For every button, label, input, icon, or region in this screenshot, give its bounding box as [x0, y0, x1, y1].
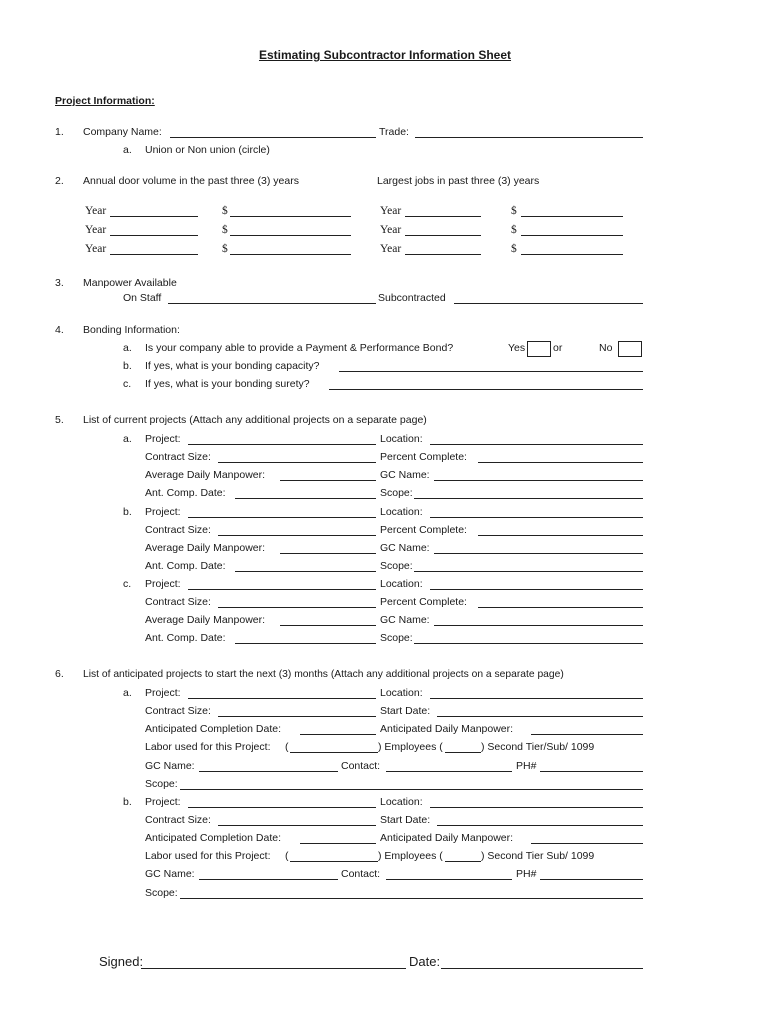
dollar-label: $	[511, 205, 517, 217]
q1-number: 1.	[55, 126, 64, 138]
contract-size-label: Contract Size:	[145, 451, 211, 463]
bonding-surety-field[interactable]	[329, 389, 643, 390]
bonding-surety-label: If yes, what is your bonding surety?	[145, 378, 310, 390]
largest-job-year-field[interactable]	[405, 254, 481, 255]
percent-complete-field[interactable]	[478, 607, 643, 608]
q4-c-letter: c.	[123, 378, 132, 390]
year-label: Year	[380, 224, 402, 236]
avg-manpower-field[interactable]	[280, 553, 376, 554]
dollar-label: $	[222, 243, 228, 255]
gc-name-label: GC Name:	[380, 614, 430, 626]
q4-a-letter: a.	[123, 342, 132, 354]
contact-field[interactable]	[386, 879, 512, 880]
percent-complete-field[interactable]	[478, 535, 643, 536]
contract-size-label: Contract Size:	[145, 596, 211, 608]
q5-number: 5.	[55, 414, 64, 426]
second-tier-label: ) Second Tier/Sub/ 1099	[481, 741, 595, 753]
on-staff-label: On Staff	[123, 292, 162, 304]
location-label: Location:	[380, 687, 423, 699]
section-heading: Project Information:	[55, 95, 155, 107]
union-choice[interactable]: Union or Non union (circle)	[145, 144, 270, 156]
q4-number: 4.	[55, 324, 64, 336]
q5-a-letter: a.	[123, 433, 132, 445]
scope-field[interactable]	[414, 571, 643, 572]
avg-manpower-field[interactable]	[280, 480, 376, 481]
year-label: Year	[85, 224, 107, 236]
scope-label: Scope:	[380, 560, 413, 572]
subcontracted-label: Subcontracted	[378, 292, 446, 304]
contract-size-field[interactable]	[218, 607, 376, 608]
contract-size-label: Contract Size:	[145, 814, 211, 826]
project-label: Project:	[145, 796, 181, 808]
scope-field[interactable]	[414, 643, 643, 644]
anticipated-completion-field[interactable]	[300, 843, 376, 844]
subcontracted-field[interactable]	[454, 303, 643, 304]
employees-label: ) Employees (	[378, 741, 443, 753]
manpower-label: Manpower Available	[83, 277, 177, 289]
location-field[interactable]	[430, 444, 643, 445]
ant-comp-date-field[interactable]	[235, 498, 376, 499]
largest-jobs-label: Largest jobs in past three (3) years	[377, 175, 540, 187]
anticipated-completion-field[interactable]	[300, 734, 376, 735]
project-field[interactable]	[188, 698, 376, 699]
scope-field[interactable]	[180, 789, 643, 790]
company-name-label: Company Name:	[83, 126, 162, 138]
annual-amount-field[interactable]	[230, 254, 351, 255]
dollar-label: $	[222, 205, 228, 217]
contract-size-field[interactable]	[218, 462, 376, 463]
paren-open: (	[285, 850, 289, 862]
labor-label: Labor used for this Project:	[145, 850, 271, 862]
labor-subs-field[interactable]	[445, 861, 481, 862]
q3-number: 3.	[55, 277, 64, 289]
phone-label: PH#	[516, 760, 537, 772]
bonding-label: Bonding Information:	[83, 324, 180, 336]
anticipated-manpower-field[interactable]	[531, 843, 643, 844]
contact-field[interactable]	[386, 771, 512, 772]
q6-number: 6.	[55, 668, 64, 680]
signature-field[interactable]	[141, 968, 406, 969]
scope-field[interactable]	[414, 498, 643, 499]
bond-question: Is your company able to provide a Payment & Performance Bond?	[145, 342, 454, 354]
percent-complete-label: Percent Complete:	[380, 524, 467, 536]
year-label: Year	[85, 205, 107, 217]
largest-job-amount-field[interactable]	[521, 254, 623, 255]
on-staff-field[interactable]	[168, 303, 376, 304]
percent-complete-field[interactable]	[478, 462, 643, 463]
anticipated-completion-label: Anticipated Completion Date:	[145, 832, 281, 844]
yes-checkbox[interactable]	[527, 341, 551, 357]
or-label: or	[553, 342, 563, 354]
location-label: Location:	[380, 796, 423, 808]
gc-name-field[interactable]	[434, 480, 643, 481]
ant-comp-date-label: Ant. Comp. Date:	[145, 487, 226, 499]
anticipated-manpower-field[interactable]	[531, 734, 643, 735]
second-tier-label: ) Second Tier Sub/ 1099	[481, 850, 595, 862]
signed-label: Signed:	[99, 954, 144, 969]
anticipated-completion-label: Anticipated Completion Date:	[145, 723, 281, 735]
location-label: Location:	[380, 433, 423, 445]
dollar-label: $	[511, 243, 517, 255]
ant-comp-date-label: Ant. Comp. Date:	[145, 560, 226, 572]
gc-name-label: GC Name:	[380, 469, 430, 481]
contract-size-label: Contract Size:	[145, 705, 211, 717]
contract-size-field[interactable]	[218, 825, 376, 826]
scope-label: Scope:	[145, 887, 178, 899]
gc-name-field[interactable]	[434, 625, 643, 626]
contract-size-field[interactable]	[218, 716, 376, 717]
gc-name-field[interactable]	[199, 771, 338, 772]
project-field[interactable]	[188, 517, 376, 518]
largest-job-amount-field[interactable]	[521, 235, 623, 236]
bonding-capacity-label: If yes, what is your bonding capacity?	[145, 360, 320, 372]
phone-label: PH#	[516, 868, 537, 880]
gc-name-label: GC Name:	[380, 542, 430, 554]
contract-size-field[interactable]	[218, 535, 376, 536]
start-date-label: Start Date:	[380, 814, 431, 826]
labor-label: Labor used for this Project:	[145, 741, 271, 753]
dollar-label: $	[511, 224, 517, 236]
project-label: Project:	[145, 578, 181, 590]
phone-field[interactable]	[540, 879, 643, 880]
employees-label: ) Employees (	[378, 850, 443, 862]
annual-amount-field[interactable]	[230, 216, 351, 217]
phone-field[interactable]	[540, 771, 643, 772]
trade-label: Trade:	[379, 126, 409, 138]
scope-label: Scope:	[380, 632, 413, 644]
page-title: Estimating Subcontractor Information Sheet	[258, 48, 512, 62]
q5-b-letter: b.	[123, 506, 132, 518]
avg-manpower-label: Average Daily Manpower:	[145, 542, 266, 554]
project-field[interactable]	[188, 589, 376, 590]
q1-sub-a-letter: a.	[123, 144, 132, 156]
year-label: Year	[380, 243, 402, 255]
year-label: Year	[85, 243, 107, 255]
dollar-label: $	[222, 224, 228, 236]
q4-b-letter: b.	[123, 360, 132, 372]
location-label: Location:	[380, 506, 423, 518]
anticipated-manpower-label: Anticipated Daily Manpower:	[380, 723, 514, 735]
annual-year-field[interactable]	[110, 216, 198, 217]
year-label: Year	[380, 205, 402, 217]
avg-manpower-label: Average Daily Manpower:	[145, 469, 266, 481]
start-date-field[interactable]	[437, 716, 643, 717]
project-label: Project:	[145, 687, 181, 699]
location-field[interactable]	[430, 807, 643, 808]
scope-label: Scope:	[380, 487, 413, 499]
largest-job-amount-field[interactable]	[521, 216, 623, 217]
scope-label: Scope:	[145, 778, 178, 790]
labor-employees-field[interactable]	[290, 861, 378, 862]
company-name-field[interactable]	[170, 137, 376, 138]
q5-c-letter: c.	[123, 578, 132, 590]
date-label: Date:	[409, 954, 441, 969]
ant-comp-date-label: Ant. Comp. Date:	[145, 632, 226, 644]
project-label: Project:	[145, 506, 181, 518]
location-field[interactable]	[430, 589, 643, 590]
gc-name-label: GC Name:	[145, 868, 195, 880]
scope-field[interactable]	[180, 898, 643, 899]
project-label: Project:	[145, 433, 181, 445]
q6-a-letter: a.	[123, 687, 132, 699]
labor-employees-field[interactable]	[290, 752, 378, 753]
contact-label: Contact:	[341, 760, 381, 772]
annual-year-field[interactable]	[110, 235, 198, 236]
project-field[interactable]	[188, 444, 376, 445]
paren-open: (	[285, 741, 289, 753]
contact-label: Contact:	[341, 868, 381, 880]
gc-name-label: GC Name:	[145, 760, 195, 772]
percent-complete-label: Percent Complete:	[380, 596, 467, 608]
largest-job-year-field[interactable]	[405, 235, 481, 236]
ant-comp-date-field[interactable]	[235, 643, 376, 644]
bonding-capacity-field[interactable]	[339, 371, 643, 372]
location-field[interactable]	[430, 517, 643, 518]
annual-door-volume-label: Annual door volume in the past three (3) years	[83, 175, 299, 187]
no-label: No	[599, 342, 613, 354]
largest-job-year-field[interactable]	[405, 216, 481, 217]
start-date-label: Start Date:	[380, 705, 431, 717]
annual-amount-field[interactable]	[230, 235, 351, 236]
avg-manpower-field[interactable]	[280, 625, 376, 626]
avg-manpower-label: Average Daily Manpower:	[145, 614, 266, 626]
start-date-field[interactable]	[437, 825, 643, 826]
location-field[interactable]	[430, 698, 643, 699]
trade-field[interactable]	[415, 137, 643, 138]
ant-comp-date-field[interactable]	[235, 571, 376, 572]
percent-complete-label: Percent Complete:	[380, 451, 467, 463]
annual-year-field[interactable]	[110, 254, 198, 255]
location-label: Location:	[380, 578, 423, 590]
current-projects-label: List of current projects (Attach any additional projects on a separate page)	[83, 414, 427, 426]
date-field[interactable]	[441, 968, 643, 969]
anticipated-projects-label: List of anticipated projects to start the next (3) months (Attach any additional projects on a separate page)	[83, 669, 564, 680]
q6-b-letter: b.	[123, 796, 132, 808]
gc-name-field[interactable]	[199, 879, 338, 880]
gc-name-field[interactable]	[434, 553, 643, 554]
q2-number: 2.	[55, 175, 64, 187]
no-checkbox[interactable]	[618, 341, 642, 357]
contract-size-label: Contract Size:	[145, 524, 211, 536]
project-field[interactable]	[188, 807, 376, 808]
anticipated-manpower-label: Anticipated Daily Manpower:	[380, 832, 514, 844]
labor-subs-field[interactable]	[445, 752, 481, 753]
yes-label: Yes	[508, 342, 526, 354]
